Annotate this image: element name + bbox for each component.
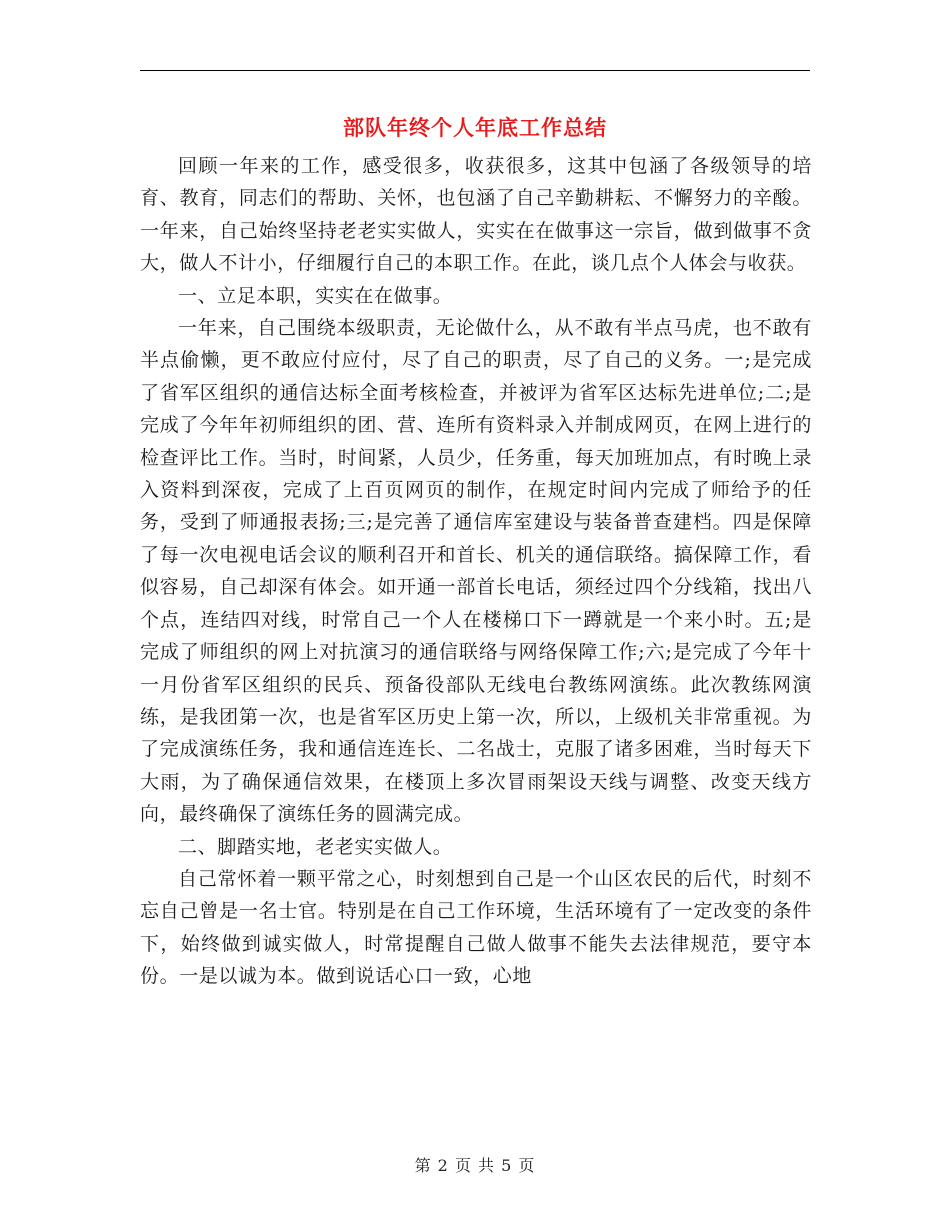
section-heading-2: 二、脚踏实地，老老实实做人。 [178,835,453,858]
document-title: 部队年终个人年底工作总结 [343,115,607,140]
header-rule [140,70,810,71]
document-body [140,150,812,993]
paragraph-section-1: 一年来，自己围绕本级职责，无论做什么，从不敢有半点马虎，也不敢有半点偷懒，更不敢应付应付，尽了自己的职责，尽了自己的义务。一;是完成了省军区组织的通信达标全面考核检查，并被评为省军区达标先进单位;二;是完成了今年年初师组织的团、营、连所有资料录入并制成网页，在网上进行的检查评比工作。当时，时间紧，人员少，任务重，每天加班加点，有时晚上录入资料到深夜，完成了上百页网页的制作，在规定时间内完成了师给予的任务，受到了师通报表扬;三;是完善了通信库室建设与装备普查建档。四是保障了每一次电视电话会议的顺利召开和首长、机关的通信联络。搞保障工作，看似容易，自己却深有体会。如开通一部首长电话，须经过四个分线箱，找出八个点，连结四对线，时常自己一个人在楼梯口下一蹲就是一个来小时。五;是完成了师组织的网上对抗演习的通信联络与网络保障工作;六;是完成了今年十一月份省军区组织的民兵、预备役部队无线电台教练网演练。此次教练网演练，是我团第一次，也是省军区历史上第一次，所以，上级机关非常重视。为了完成演练任务，我和通信连连长、二名战士，克服了诸多困难，当时每天下大雨，为了确保通信效果，在楼顶上多次冒雨架设天线与调整、改变天线方向，最终确保了演练任务的圆满完成。 [140,317,812,826]
page-number-footer: 第 2 页 共 5 页 [414,1156,536,1175]
paragraph-intro: 回顾一年来的工作，感受很多，收获很多，这其中包涵了各级领导的培育、教育，同志们的帮助、关怀，也包涵了自己辛勤耕耘、不懈努力的辛酸。一年来，自己始终坚持老老实实做人，实实在在做事这一宗旨，做到做事不贪大，做人不计小，仔细履行自己的本职工作。在此，谈几点个人体会与收获。 [140,155,812,275]
section-heading-1: 一、立足本职，实实在在做事。 [178,284,453,307]
paragraph-section-2: 自己常怀着一颗平常之心，时刻想到自己是一个山区农民的后代，时刻不忘自己曾是一名士官。特别是在自己工作环境，生活环境有了一定改变的条件下，始终做到诚实做人，时常提醒自己做人做事不能失去法律规范，要守本份。一是以诚为本。做到说话心口一致，心地 [140,867,812,988]
